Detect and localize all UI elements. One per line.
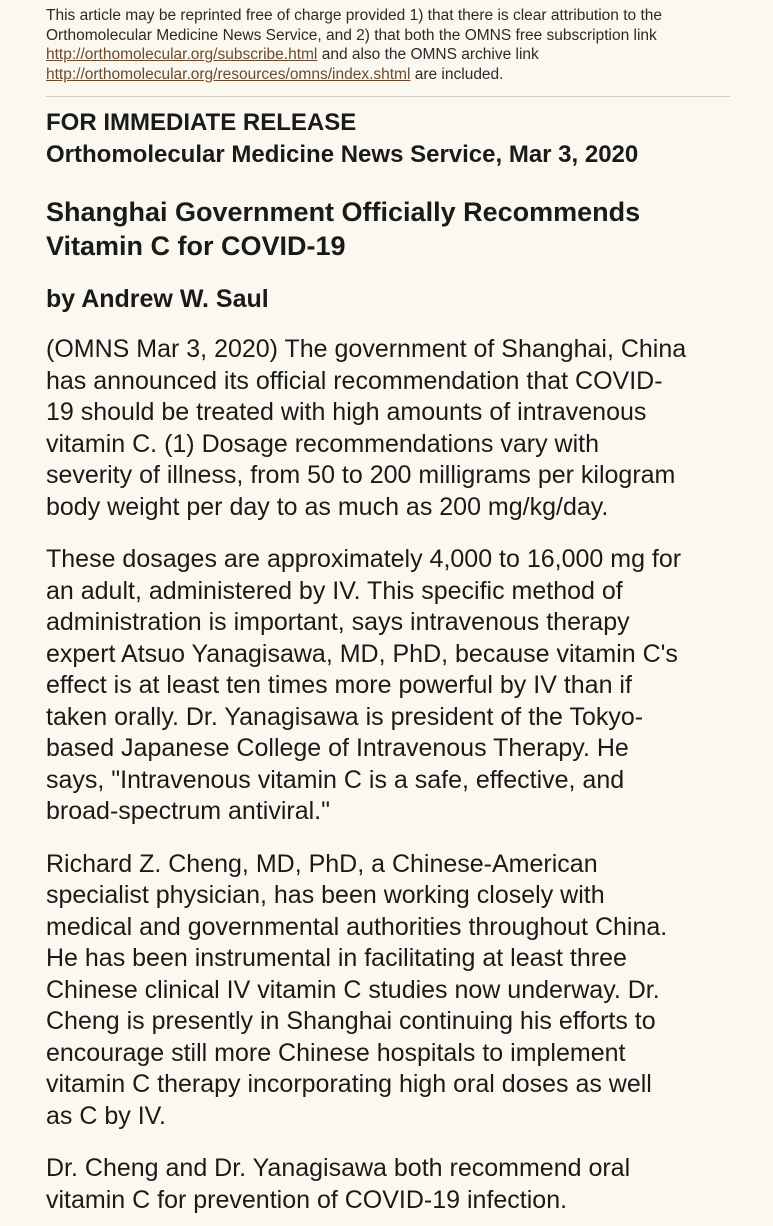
- notice-line-4: [46, 65, 730, 85]
- paragraph-line: encourage still more Chinese hospitals to implement: [46, 1038, 626, 1067]
- paragraph-line: body weight per day to as much as 200 mg/kg/day.: [46, 492, 609, 521]
- paragraph-line: severity of illness, from 50 to 200 milligrams per kilogram: [46, 461, 676, 489]
- paragraph-4: [46, 1153, 730, 1216]
- paragraph-1: [46, 334, 730, 523]
- archive-link[interactable]: http://orthomolecular.org/resources/omns/index.shtml: [46, 65, 411, 83]
- byline: by Andrew W. Saul: [46, 285, 269, 313]
- paragraph-line: 19 should be treated with high amounts of intravenous: [46, 398, 647, 426]
- paragraph-line: vitamin C for prevention of COVID-19 infection.: [46, 1185, 568, 1214]
- paragraph-2: [46, 544, 730, 828]
- service-dateline: Orthomolecular Medicine News Service, Mar 3, 2020: [46, 141, 639, 168]
- paragraph-line: These dosages are approximately 4,000 to 16,000 mg for: [46, 545, 682, 573]
- reprint-notice: [46, 6, 730, 84]
- paragraph-line: administration is important, says intravenous therapy: [46, 608, 630, 636]
- paragraph-line: Dr. Cheng and Dr. Yanagisawa both recommend oral: [46, 1154, 631, 1182]
- paragraph-line: Richard Z. Cheng, MD, PhD, a Chinese-American: [46, 849, 598, 878]
- title-line-2: Vitamin C for COVID-19: [46, 231, 346, 261]
- title-line-1: Shanghai Government Officially Recommends: [46, 197, 641, 227]
- paragraph-line: says, "Intravenous vitamin C is a safe, effective, and: [46, 765, 625, 794]
- release-label: FOR IMMEDIATE RELEASE: [46, 109, 357, 136]
- paragraph-line: taken orally. Dr. Yanagisawa is president of the Tokyo-: [46, 702, 644, 731]
- paragraph-line: Chinese clinical IV vitamin C studies now underway. Dr.: [46, 975, 660, 1004]
- notice-line-3: [46, 45, 730, 65]
- paragraph-line: medical and governmental authorities throughout China.: [46, 912, 668, 941]
- paragraph-line: He has been instrumental in facilitating at least three: [46, 944, 627, 972]
- notice-end-text: are included.: [410, 65, 504, 83]
- paragraph-line: vitamin C therapy incorporating high oral doses as well: [46, 1070, 652, 1098]
- article-container: [46, 0, 730, 1216]
- paragraph-line: Cheng is presently in Shanghai continuing his efforts to: [46, 1007, 656, 1035]
- paragraph-line: based Japanese College of Intravenous Therapy. He: [46, 734, 629, 762]
- paragraph-line: as C by IV.: [46, 1101, 166, 1130]
- subscribe-link[interactable]: http://orthomolecular.org/subscribe.html: [46, 46, 318, 63]
- paragraph-line: expert Atsuo Yanagisawa, MD, PhD, because vitamin C's: [46, 639, 678, 668]
- paragraph-line: vitamin C. (1) Dosage recommendations vary with: [46, 429, 599, 458]
- notice-line-1: This article may be reprinted free of charge provided 1) that there is clear attribution to the: [46, 7, 663, 24]
- article-title: [46, 195, 730, 263]
- paragraph-3: [46, 849, 730, 1133]
- paragraph-line: specialist physician, has been working closely with: [46, 881, 605, 909]
- release-header: [46, 107, 730, 171]
- paragraph-line: effect is at least ten times more powerful by IV than if: [46, 671, 632, 699]
- paragraph-line: has announced its official recommendation that COVID-: [46, 366, 663, 395]
- paragraph-line: (OMNS Mar 3, 2020) The government of Shanghai, China: [46, 335, 687, 363]
- notice-line-2: Orthomolecular Medicine News Service, and 2) that both the OMNS free subscription link: [46, 26, 657, 44]
- divider: [46, 96, 730, 97]
- paragraph-line: broad-spectrum antiviral.": [46, 797, 330, 825]
- paragraph-line: an adult, administered by IV. This specific method of: [46, 576, 623, 605]
- notice-mid-text: and also the OMNS archive link: [317, 46, 539, 63]
